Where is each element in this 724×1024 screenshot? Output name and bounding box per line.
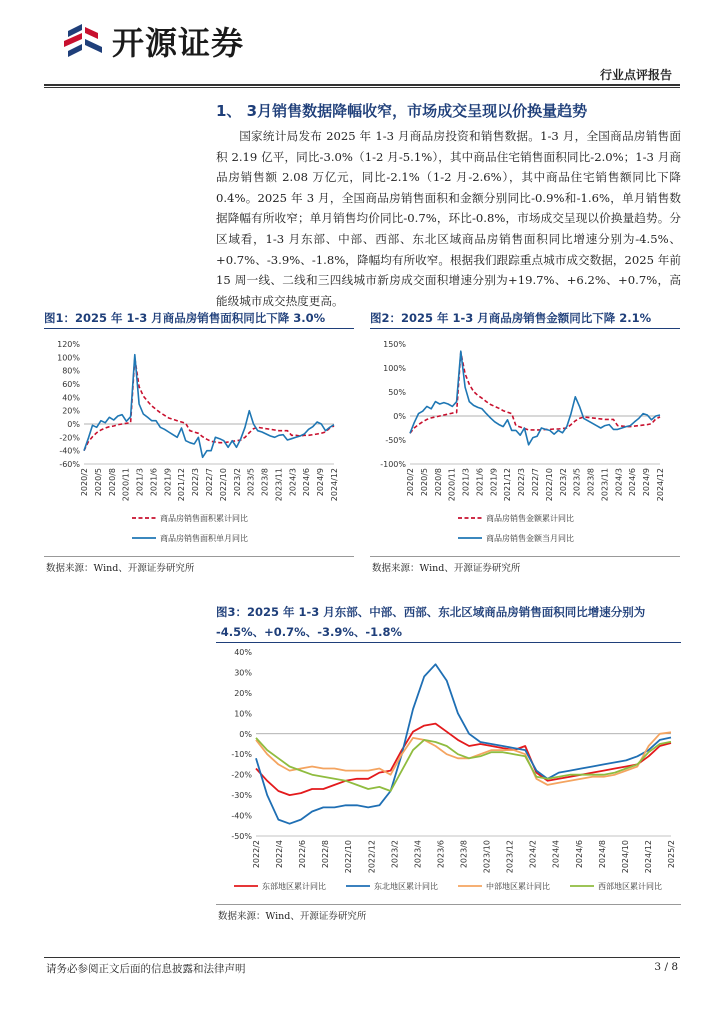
x-tick-label: 2024/12: [656, 468, 665, 502]
y-tick-label: 150%: [383, 340, 406, 349]
series-line-4: [256, 738, 671, 791]
x-tick-label: 2023/12: [505, 840, 515, 874]
y-tick-label: -100%: [380, 460, 406, 469]
x-tick-label: 2020/8: [107, 468, 117, 497]
y-tick-label: 100%: [57, 353, 80, 363]
x-tick-label: 2023/11: [600, 468, 610, 502]
y-tick-label: -40%: [231, 811, 252, 821]
x-tick-label: 2022/8: [321, 840, 331, 869]
y-tick-label: 0%: [67, 420, 80, 429]
y-tick-label: 40%: [62, 393, 80, 403]
legend-label: 中部地区累计同比: [486, 882, 550, 891]
x-tick-label: 2024/8: [597, 840, 607, 869]
x-tick-label: 2023/10: [482, 840, 492, 874]
x-tick-label: 2023/8: [260, 468, 270, 497]
x-tick-label: 2022/10: [344, 840, 354, 874]
series-line-1: [256, 724, 671, 796]
x-tick-label: 2022/3: [191, 468, 201, 497]
x-tick-label: 2024/3: [288, 468, 298, 497]
x-tick-label: 2022/10: [218, 468, 228, 502]
x-tick-label: 2023/2: [558, 468, 568, 497]
y-tick-label: -50%: [385, 436, 406, 445]
x-tick-label: 2024/12: [643, 840, 653, 874]
legend-label: 商品房销售面积单月同比: [160, 534, 248, 543]
series-line-2: [410, 351, 660, 445]
y-tick-label: 20%: [62, 406, 80, 416]
x-tick-label: 2021/9: [163, 468, 173, 497]
figure-3-title-line2: -4.5%、+0.7%、-3.9%、-1.8%: [216, 625, 403, 639]
y-tick-label: 10%: [234, 709, 252, 719]
series-line-2: [84, 355, 334, 458]
figure-3-chart: [216, 644, 681, 902]
x-tick-label: 2020/5: [419, 468, 429, 497]
x-tick-label: 2020/2: [80, 468, 89, 497]
x-tick-label: 2021/12: [177, 468, 187, 502]
x-tick-label: 2024/6: [302, 468, 312, 497]
x-tick-label: 2025/2: [667, 840, 676, 869]
x-tick-label: 2022/6: [298, 840, 308, 869]
y-tick-label: 0%: [393, 412, 406, 421]
figure-3-bottom-rule: [216, 904, 681, 905]
figure-2-title-rule: [370, 328, 680, 329]
figure-2-title: 图2：2025 年 1-3 月商品房销售金额同比下降 2.1%: [370, 311, 652, 325]
y-tick-label: -60%: [59, 460, 80, 469]
figure-2-source: 数据来源：Wind、开源证券研究所: [372, 563, 521, 574]
x-tick-label: 2024/6: [574, 840, 584, 869]
x-tick-label: 2020/2: [406, 468, 415, 497]
figure-2-bottom-rule: [370, 556, 680, 557]
x-tick-label: 2024/10: [620, 840, 630, 874]
x-tick-label: 2024/2: [528, 840, 538, 869]
x-tick-label: 2024/6: [628, 468, 638, 497]
legend-label: 商品房销售面积累计同比: [160, 514, 248, 523]
series-line-3: [256, 732, 671, 785]
y-tick-label: 80%: [62, 366, 80, 376]
y-tick-label: -20%: [231, 770, 252, 780]
y-tick-label: 30%: [234, 668, 252, 678]
x-tick-label: 2021/9: [489, 468, 499, 497]
legend-label: 东部地区累计同比: [262, 882, 326, 891]
y-tick-label: 50%: [388, 388, 406, 397]
footer-divider: [44, 957, 680, 958]
y-tick-label: 60%: [62, 380, 80, 389]
legend-label: 商品房销售金额当月同比: [486, 534, 574, 543]
x-tick-label: 2021/3: [135, 468, 145, 497]
x-tick-label: 2020/8: [433, 468, 443, 497]
x-tick-label: 2021/12: [503, 468, 513, 502]
series-line-2: [256, 664, 671, 823]
x-tick-label: 2022/12: [367, 840, 377, 874]
figure-1-chart: [44, 332, 354, 552]
x-tick-label: 2021/6: [149, 468, 159, 497]
x-tick-label: 2023/11: [274, 468, 284, 502]
x-tick-label: 2024/3: [614, 468, 624, 497]
x-tick-label: 2021/3: [461, 468, 471, 497]
x-tick-label: 2024/9: [642, 468, 652, 497]
figure-3-source: 数据来源：Wind、开源证券研究所: [218, 911, 367, 922]
legend-label: 东北地区累计同比: [374, 882, 438, 891]
x-tick-label: 2022/2: [252, 840, 261, 869]
x-tick-label: 2020/11: [121, 468, 131, 502]
y-tick-label: 100%: [383, 364, 406, 373]
x-tick-label: 2023/2: [390, 840, 400, 869]
y-tick-label: -10%: [231, 750, 252, 760]
y-tick-label: -20%: [59, 433, 80, 443]
x-tick-label: 2020/11: [447, 468, 457, 502]
y-tick-label: 20%: [234, 688, 252, 698]
series-line-1: [410, 352, 660, 433]
x-tick-label: 2022/10: [544, 468, 554, 502]
y-tick-label: 0%: [239, 729, 252, 739]
x-tick-label: 2024/9: [316, 468, 326, 497]
figure-1-bottom-rule: [44, 556, 354, 557]
header-divider: [44, 84, 680, 86]
x-tick-label: 2022/4: [275, 840, 285, 869]
brand-name: 开源证券: [112, 24, 245, 62]
page-number: 3 / 8: [654, 961, 678, 973]
x-tick-label: 2024/12: [330, 468, 339, 502]
body-paragraph: 国家统计局发布 2025 年 1-3 月商品房投资和销售数据。1-3 月，全国商品房销售面积 2.19 亿平，同比-3.0%（1-2 月-5.1%），其中商品住宅销售面积同比-2.0%；1-3 月商品房销售额 2.08 万亿元，同比-2.1%（1-2 月-2.6%），其中商品住宅销售额同比下降 0.4%。2025 年 3 月，全国商品房销售面积和金额分别同比-0.9%和-1.6%，单月销售数据降幅有所收窄；单月销售均价同比-0.7%，环比-0.8%，市场成交呈现以价换量趋势。分区域看，1-3 月东部、中部、西部、东北区域商品房销售面积同比增速分别为-4.5%、+0.7%、-3.9%、-1.8%，降幅均有所收窄。根据我们跟踪重点城市成交数据，2025 年前 15 周一线、二线和三四线城市新房成交面积增速分别为+19.7%、+6.2%、+0.7%，高能级城市成交热度更高。: [216, 129, 681, 308]
x-tick-label: 2023/2: [232, 468, 242, 497]
x-tick-label: 2023/5: [572, 468, 582, 497]
x-tick-label: 2022/7: [531, 468, 540, 497]
x-tick-label: 2023/5: [246, 468, 256, 497]
x-tick-label: 2021/6: [475, 468, 485, 497]
section-title: 1、 3月销售数据降幅收窄，市场成交呈现以价换量趋势: [216, 102, 588, 120]
figure-2-chart: [370, 332, 680, 552]
x-tick-label: 2023/8: [459, 840, 469, 869]
brand-logo: [60, 18, 244, 64]
legend-label: 商品房销售金额累计同比: [486, 514, 574, 523]
figure-1-title-rule: [44, 328, 354, 329]
legend-label: 西部地区累计同比: [598, 882, 662, 891]
x-tick-label: 2023/6: [436, 840, 446, 869]
y-tick-label: 120%: [57, 340, 80, 349]
x-tick-label: 2023/8: [586, 468, 596, 497]
y-tick-label: -50%: [231, 832, 252, 841]
footer-disclaimer: 请务必参阅正文后面的信息披露和法律声明: [46, 963, 246, 975]
y-tick-label: -40%: [59, 446, 80, 456]
header-divider-thin: [44, 87, 680, 88]
y-tick-label: -30%: [231, 791, 252, 801]
y-tick-label: 40%: [234, 648, 252, 657]
brand-logo-icon: [60, 19, 106, 63]
x-tick-label: 2022/7: [205, 468, 214, 497]
x-tick-label: 2022/3: [517, 468, 527, 497]
figure-1-title: 图1：2025 年 1-3 月商品房销售面积同比下降 3.0%: [44, 311, 326, 325]
x-tick-label: 2024/4: [551, 840, 561, 869]
x-tick-label: 2023/4: [413, 840, 423, 869]
figure-3-title-rule: [216, 642, 681, 643]
report-type-label: 行业点评报告: [599, 68, 672, 82]
figure-3-title-line1: 图3：2025 年 1-3 月东部、中部、西部、东北区域商品房销售面积同比增速分别为: [216, 605, 646, 619]
x-tick-label: 2020/5: [93, 468, 103, 497]
figure-1-source: 数据来源：Wind、开源证券研究所: [46, 563, 195, 574]
